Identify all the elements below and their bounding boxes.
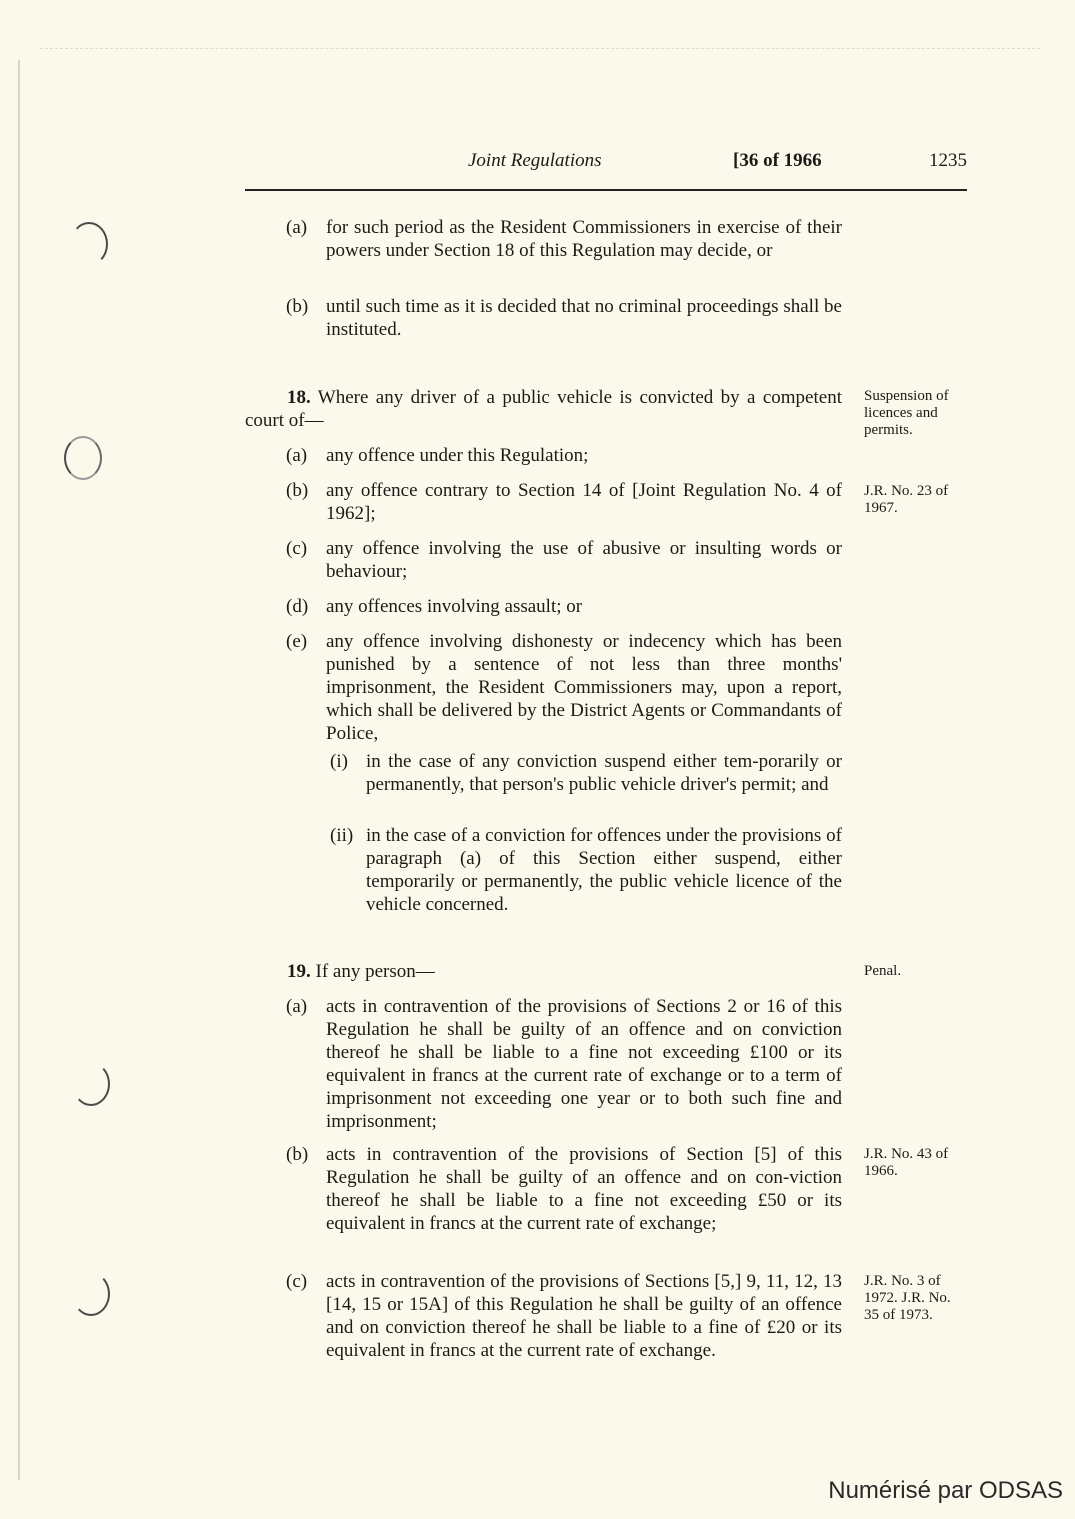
section-number: 19. <box>287 961 311 982</box>
section-19-intro: 19. If any person— <box>287 961 435 982</box>
list-item: (b) any offence contrary to Section 14 of [Joint Regulation No. 4 of 1962]; <box>286 480 842 524</box>
scan-artifact <box>40 48 1040 50</box>
list-item: (c) acts in contravention of the provisions of Sections [5,] 9, 11, 12, 13 [14, 15 or 15A] of this Regulation he shall be guilty of an offence and on conviction thereof he shall be liable to a fine of £20 or its equivalent in francs at the current rate of exchange. <box>286 1271 842 1361</box>
margin-note: J.R. No. 3 of 1972. J.R. No. 35 of 1973. <box>864 1273 951 1323</box>
margin-note: Penal. <box>864 963 902 979</box>
list-item: (a) acts in contravention of the provisions of Sections 2 or 16 of this Regulation he shall be guilty of an offence and on conviction thereof he shall be liable to a fine not exceeding £100 or its equivalent in francs at the current rate of exchange or to a term of imprisonment not exceeding one year or to both such fine and imprisonment; <box>286 996 842 1132</box>
running-head-title: Joint Regulations <box>468 150 602 171</box>
header-rule <box>245 189 967 191</box>
section-18-intro: 18. Where any driver of a public vehicle is convicted by a competent court of— <box>245 387 842 431</box>
list-item: (a) any offence under this Regulation; <box>286 445 589 466</box>
running-head <box>245 150 967 174</box>
section-number: 18. <box>287 387 311 408</box>
digitization-credit: Numérisé par ODSAS <box>828 1477 1063 1504</box>
punch-hole-mark <box>70 222 108 266</box>
margin-note: Suspension of licences and permits. <box>864 388 949 438</box>
list-item: (b) acts in contravention of the provisions of Section [5] of this Regulation he shall be guilty of an offence and on con-viction thereof he shall be liable to a fine not exceeding £50 or its equivalent in francs at the current rate of exchange; <box>286 1144 842 1234</box>
page-edge-shadow <box>18 60 20 1480</box>
list-item: (e) any offence involving dishonesty or indecency which has been punished by a sentence of not less than three months' imprisonment, the Resident Commissioners may, upon a report, which shall be delivered by the District Agents or Commandants of Police, <box>286 631 842 744</box>
sub-item: (i) in the case of any conviction suspend either tem-porarily or permanently, that person's public vehicle driver's permit; and <box>330 751 842 795</box>
punch-hole-mark <box>72 1062 110 1106</box>
list-item: (a) for such period as the Resident Commissioners in exercise of their powers under Section 18 of this Regulation may decide, or <box>286 217 842 261</box>
page-number: 1235 <box>929 150 967 171</box>
margin-note: J.R. No. 43 of 1966. <box>864 1146 949 1179</box>
running-head-act: [36 of 1966 <box>733 150 822 171</box>
margin-note: J.R. No. 23 of 1967. <box>864 483 949 516</box>
list-item: (b) until such time as it is decided that no criminal proceedings shall be instituted. <box>286 296 842 340</box>
punch-hole-mark <box>72 1272 110 1316</box>
list-item: (d) any offences involving assault; or <box>286 596 583 617</box>
punch-hole-mark <box>64 436 102 480</box>
list-item: (c) any offence involving the use of abusive or insulting words or behaviour; <box>286 538 842 582</box>
sub-item: (ii) in the case of a conviction for offences under the provisions of paragraph (a) of this Section either suspend, either temporarily or permanently, the public vehicle licence of the vehicle concerned. <box>330 825 842 915</box>
